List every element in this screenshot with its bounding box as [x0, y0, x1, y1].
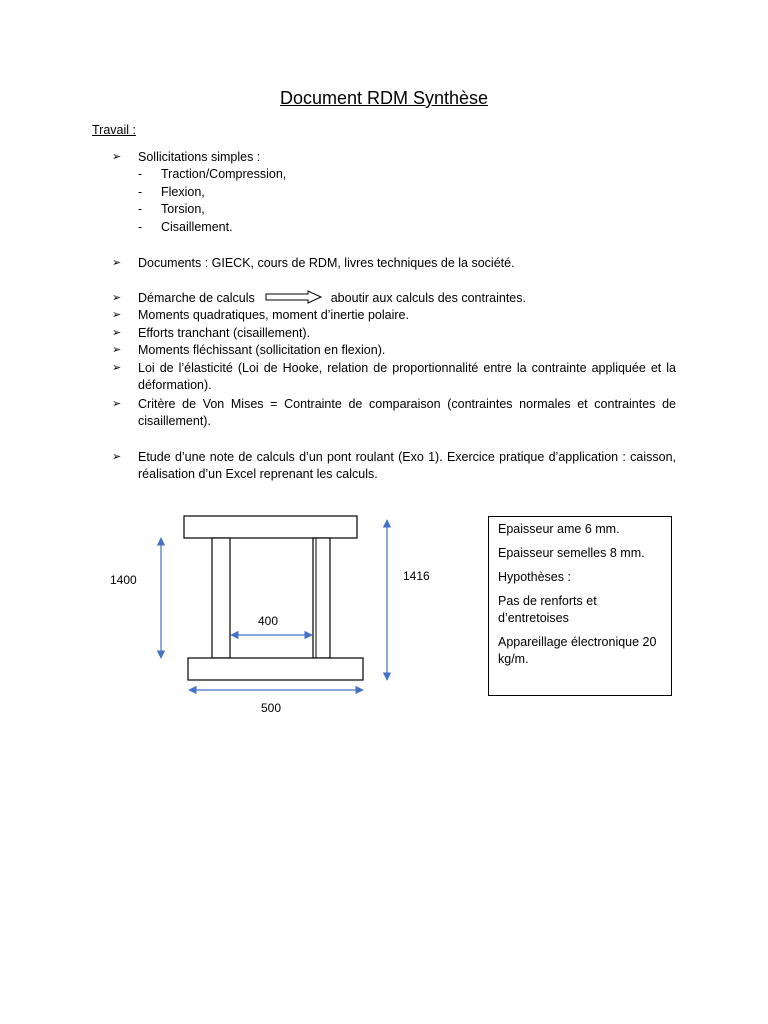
spec-line: Pas de renforts et d’entretoises — [498, 594, 597, 625]
spec-line: Epaisseur ame 6 mm. — [498, 522, 620, 536]
sub-item-text: Cisaillement. — [161, 220, 233, 234]
top-flange — [184, 516, 357, 538]
bullet-arrow-icon: ➢ — [112, 362, 122, 374]
dash-glyph: - — [138, 167, 143, 181]
dim-label-height-total: 1416 — [403, 569, 430, 583]
bullet-arrow-icon: ➢ — [112, 398, 122, 410]
spec-line: Epaisseur semelles 8 mm. — [498, 546, 645, 560]
bullet-text: Documents : GIECK, cours de RDM, livres techniques de la société. — [138, 256, 515, 270]
section-label-travail: Travail : — [92, 123, 136, 137]
bullet-text: Moments fléchissant (sollicitation en flexion). — [138, 343, 386, 357]
bullet-arrow-icon: ➢ — [112, 292, 122, 304]
dash-glyph: - — [138, 220, 143, 234]
bullet-arrow-icon: ➢ — [112, 451, 122, 463]
bullet-arrow-icon: ➢ — [112, 309, 122, 321]
bullet-text: Sollicitations simples : — [138, 150, 261, 164]
demarche-right-text: aboutir aux calculs des contraintes. — [330, 291, 526, 305]
dim-label-height-inner: 1400 — [110, 573, 137, 587]
spec-line: Appareillage électronique 20 kg/m. — [498, 635, 657, 666]
dim-label-flange-width: 500 — [261, 701, 282, 715]
spec-line: Hypothèses : — [498, 570, 571, 584]
demarche-left-text: Démarche de calculs — [138, 291, 255, 305]
bullet-arrow-icon: ➢ — [112, 327, 122, 339]
bottom-flange — [188, 658, 363, 680]
dash-glyph: - — [138, 202, 143, 216]
bullet-arrow-icon: ➢ — [112, 151, 122, 163]
bullet-arrow-icon: ➢ — [112, 257, 122, 269]
sub-item-text: Traction/Compression, — [161, 167, 287, 181]
specifications-text-box — [488, 516, 672, 696]
bullet-text: Efforts tranchant (cisaillement). — [138, 326, 311, 340]
bullet-arrow-icon: ➢ — [112, 344, 122, 356]
left-web — [212, 538, 230, 658]
dash-glyph: - — [138, 185, 143, 199]
document-title: Document RDM Synthèse — [279, 88, 489, 108]
bullet-text: Etude d’une note de calculs d’un pont roulant (Exo 1). Exercice pratique d’application : caisson, réalisation d’un Excel reprenant les calculs. — [138, 450, 676, 482]
bullet-text: Loi de l’élasticité (Loi de Hooke, relation de proportionnalité entre la contrainte appliquée et la déformation). — [138, 361, 676, 393]
sub-item-text: Torsion, — [161, 202, 205, 216]
dim-label-web-spacing: 400 — [258, 614, 279, 628]
bullet-text: Critère de Von Mises = Contrainte de comparaison (contraintes normales et contraintes de cisaillement). — [138, 397, 676, 429]
sub-item-text: Flexion, — [161, 185, 205, 199]
bullet-text: Moments quadratiques, moment d’inertie polaire. — [138, 308, 409, 322]
